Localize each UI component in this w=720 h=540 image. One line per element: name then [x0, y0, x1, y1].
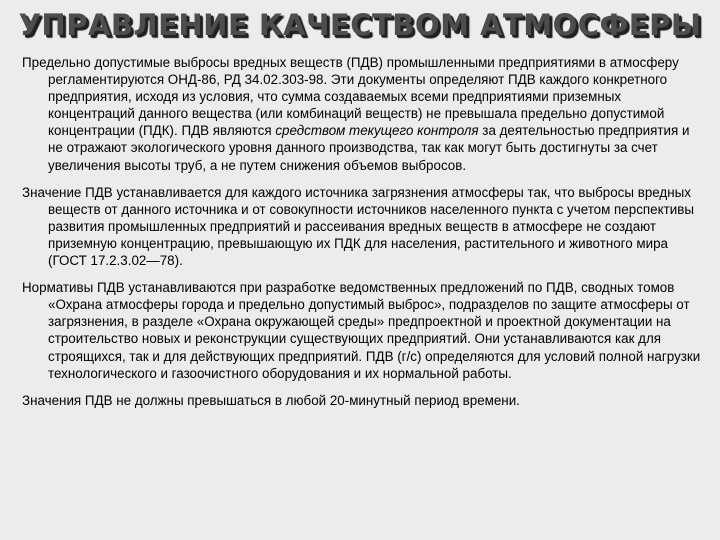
- slide-body: [22, 54, 702, 409]
- paragraph-pdv-definition: [22, 54, 702, 174]
- paragraph-text: за деятельностью предприятия и не отражают экологического уровня данного производства, так как могут быть достигнуты за счет увеличения высоты труб, а не путем снижения объемов выбросов.: [48, 123, 690, 173]
- emphasis-text: средством текущего контроля: [275, 123, 479, 139]
- paragraph-pdv-period: Значения ПДВ не должны превышаться в любой 20-минутный период времени.: [22, 392, 520, 408]
- slide-title: УПРАВЛЕНИЕ КАЧЕСТВОМ АТМОСФЕРЫ: [18, 8, 702, 42]
- paragraph-pdv-norms: Нормативы ПДВ устанавливаются при разработке ведомственных предложений по ПДВ, сводных томов «Охрана атмосферы города и предельно допустимый выброс», подразделов по защите атмосферы от загрязнения, в разделе «Охрана окружающей среды» предпроектной и проектной документации на строительство новых и реконструкции существующих предприятий. Они устанавливаются как для строящихся, так и для действующих предприятий. ПДВ (г/с) определяются для условий полной нагрузки технологического и газоочистного оборудования и их нормальной работы.: [22, 280, 701, 381]
- paragraph-text: Предельно допустимые выбросы вредных веществ (ПДВ) промышленными предприятиями в атмосферу регламентируются ОНД-86, РД 34.02.303-98. Эти документы определяют ПДВ каждого конкретного предприятия, исходя из условия, что сумма создаваемых всеми предприятиями приземных концентраций данного вещества (или комбинаций веществ) не превышала предельно допустимой концентрации (ПДК). ПДВ являются: [22, 55, 679, 139]
- paragraph-pdv-value: Значение ПДВ устанавливается для каждого источника загрязнения атмосферы так, что выбросы вредных веществ от данного источника и от совокупности источников населенного пункта с учетом перспективы развития промышленных предприятий и рассеивания вредных веществ в атмосфере не создают приземную концентрацию, превышающую их ПДК для населения, растительного и животного мира (ГОСТ 17.2.3.02—78).: [22, 184, 694, 269]
